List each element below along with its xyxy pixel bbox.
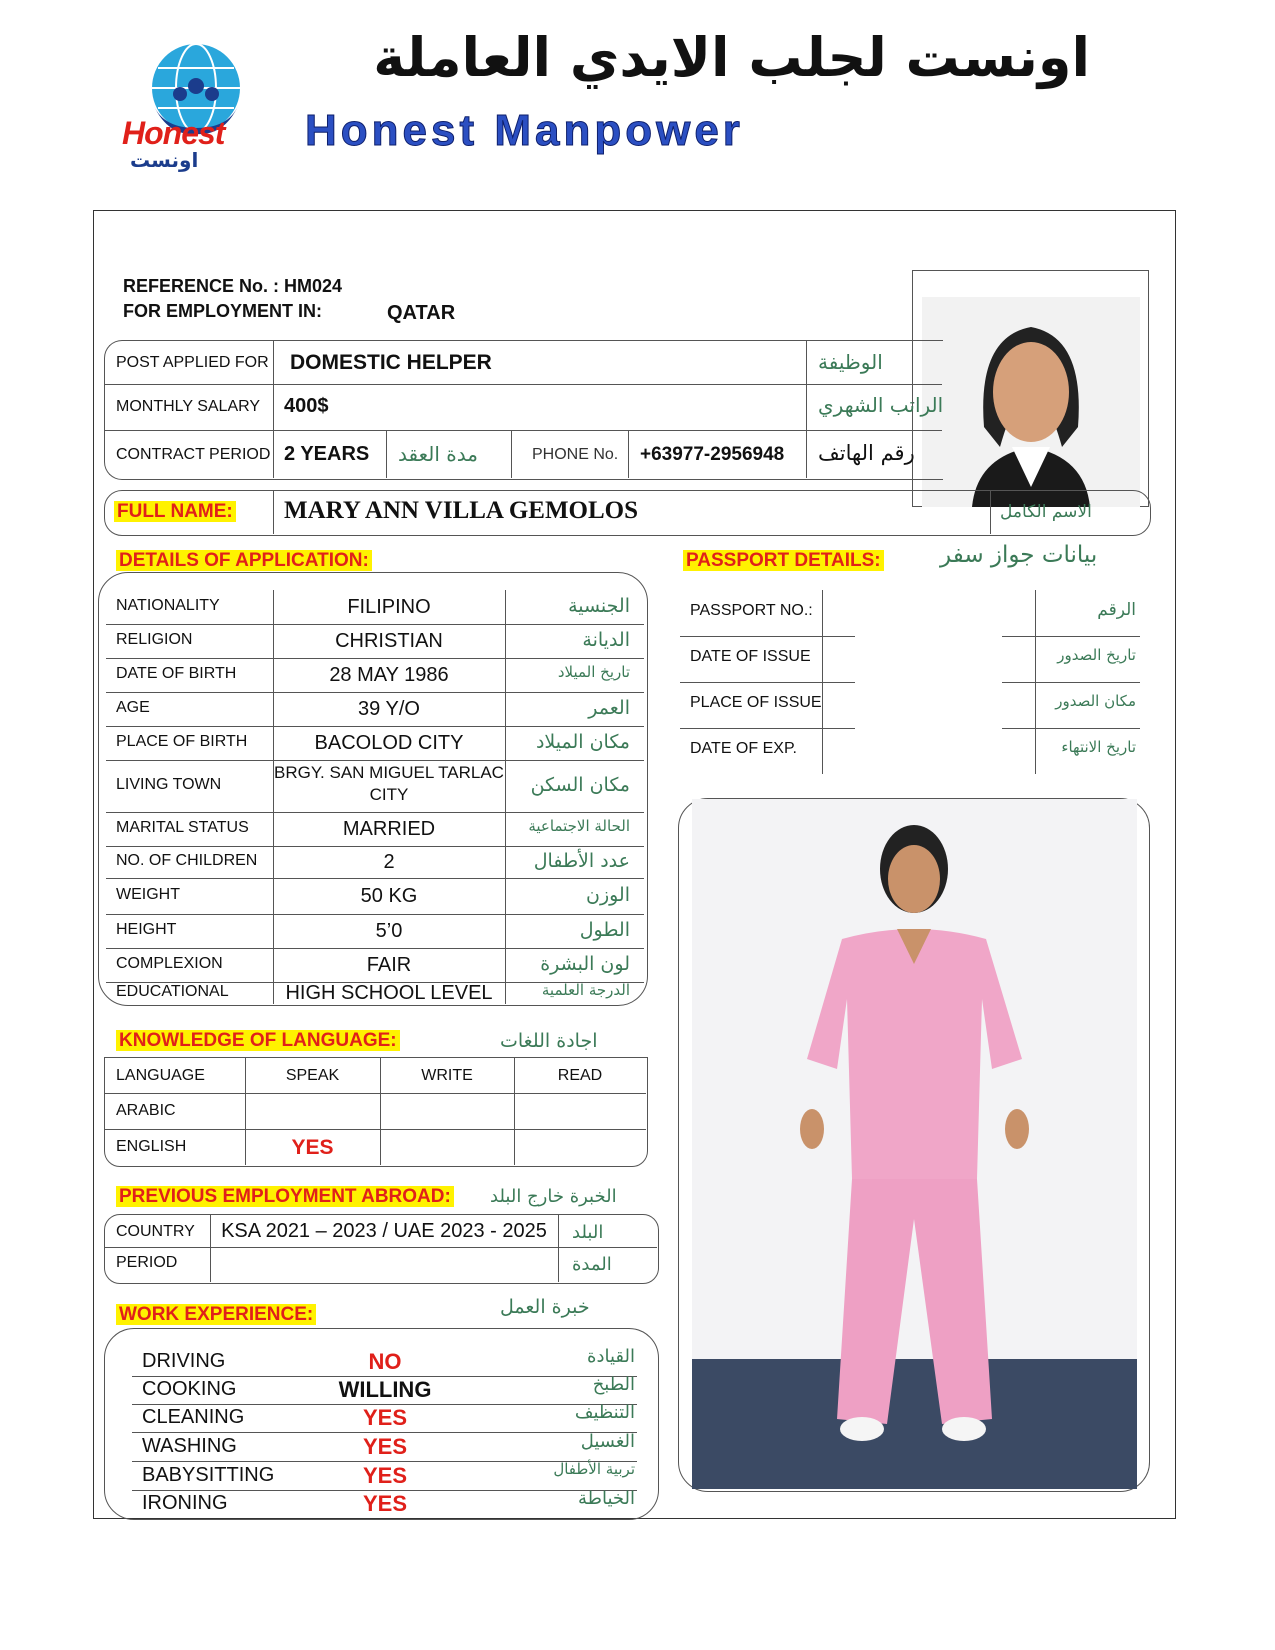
contract-arabic: مدة العقد bbox=[398, 442, 478, 466]
application-label: LIVING TOWN bbox=[116, 776, 222, 793]
country-arabic: البلد bbox=[572, 1222, 604, 1243]
application-label: HEIGHT bbox=[116, 921, 177, 938]
application-label: NATIONALITY bbox=[116, 597, 220, 614]
passport-arabic: تاريخ الصدور bbox=[1057, 646, 1136, 664]
contract-label: CONTRACT PERIOD bbox=[116, 446, 271, 463]
application-value: 5’0 bbox=[375, 920, 403, 942]
work-arabic: تربية الأطفال bbox=[553, 1460, 635, 1478]
work-value: NO bbox=[368, 1349, 402, 1374]
application-arabic: مكان الميلاد bbox=[535, 731, 630, 753]
application-arabic: الطول bbox=[579, 919, 630, 941]
work-value: YES bbox=[362, 1434, 408, 1459]
passport-heading-arabic: بيانات جواز سفر bbox=[940, 542, 1098, 568]
application-value: FILIPINO bbox=[347, 596, 431, 618]
work-arabic: التنظيف bbox=[574, 1402, 635, 1423]
work-arabic: القيادة bbox=[587, 1346, 635, 1367]
application-value: CHRISTIAN bbox=[335, 630, 443, 652]
application-label: RELIGION bbox=[116, 631, 193, 648]
application-value: FAIR bbox=[366, 954, 412, 976]
work-arabic: الغسيل bbox=[580, 1431, 635, 1452]
application-label: DATE OF BIRTH bbox=[116, 665, 237, 682]
previous-heading: PREVIOUS EMPLOYMENT ABROAD: bbox=[116, 1186, 454, 1208]
work-label: CLEANING bbox=[142, 1406, 245, 1428]
application-label: EDUCATIONAL bbox=[116, 983, 229, 1000]
application-label: MARITAL STATUS bbox=[116, 819, 249, 836]
work-label: BABYSITTING bbox=[142, 1464, 275, 1486]
arabic-company-title: اونست لجلب الايدي العاملة bbox=[373, 26, 1090, 89]
logo-text: Honest bbox=[122, 115, 225, 151]
language-heading-arabic: اجادة اللغات bbox=[500, 1030, 598, 1052]
work-arabic: الخياطة bbox=[578, 1488, 635, 1509]
passport-arabic: مكان الصدور bbox=[1055, 692, 1136, 710]
speak-col-header: SPEAK bbox=[285, 1067, 340, 1084]
application-arabic: الحالة الاجتماعية bbox=[528, 817, 630, 835]
application-value: 50 KG bbox=[360, 885, 418, 907]
application-arabic: الوزن bbox=[585, 884, 630, 906]
passport-label: DATE OF EXP. bbox=[690, 740, 797, 757]
application-value: BACOLOD CITY bbox=[314, 732, 464, 754]
period-label: PERIOD bbox=[116, 1254, 178, 1271]
post-value: DOMESTIC HELPER bbox=[290, 351, 492, 374]
logo-text-arabic: اونست bbox=[130, 148, 199, 172]
previous-heading-arabic: الخبرة خارج البلد bbox=[490, 1186, 617, 1207]
application-arabic: العمر bbox=[588, 697, 630, 719]
work-label: COOKING bbox=[142, 1378, 237, 1400]
passport-arabic: الرقم bbox=[1097, 600, 1136, 620]
work-heading: WORK EXPERIENCE: bbox=[116, 1304, 316, 1326]
portrait-photo bbox=[922, 297, 1140, 507]
work-arabic: الطبخ bbox=[592, 1374, 635, 1395]
phone-value: +63977-2956948 bbox=[640, 444, 785, 465]
application-value: 28 MAY 1986 bbox=[329, 664, 449, 686]
phone-arabic: رقم الهاتف bbox=[818, 441, 915, 465]
application-arabic: لون البشرة bbox=[540, 953, 630, 975]
work-value: YES bbox=[362, 1463, 408, 1488]
application-value: 2 bbox=[383, 851, 395, 873]
application-label: AGE bbox=[116, 699, 150, 716]
language-arabic-row: ARABIC bbox=[116, 1102, 176, 1119]
period-arabic: المدة bbox=[572, 1254, 612, 1275]
application-arabic: مكان السكن bbox=[530, 774, 630, 796]
full-body-photo bbox=[692, 799, 1137, 1489]
full-name-label: FULL NAME: bbox=[114, 501, 236, 523]
employment-country: QATAR bbox=[387, 302, 456, 324]
passport-label: DATE OF ISSUE bbox=[690, 648, 811, 665]
reference-label: REFERENCE No. : bbox=[123, 276, 280, 296]
country-value: KSA 2021 – 2023 / UAE 2023 - 2025 bbox=[221, 1220, 547, 1242]
read-col-header: READ bbox=[557, 1067, 603, 1084]
reference-value: HM024 bbox=[284, 276, 343, 296]
application-label: NO. OF CHILDREN bbox=[116, 852, 258, 869]
language-english-row: ENGLISH bbox=[116, 1138, 187, 1155]
write-col-header: WRITE bbox=[421, 1067, 473, 1084]
full-name-value: MARY ANN VILLA GEMOLOS bbox=[284, 497, 639, 524]
english-speak: YES bbox=[291, 1136, 334, 1159]
reference-line bbox=[123, 276, 342, 297]
application-value: HIGH SCHOOL LEVEL bbox=[285, 982, 493, 1004]
english-company-title: Honest Manpower bbox=[305, 106, 744, 155]
application-label: COMPLEXION bbox=[116, 955, 223, 972]
passport-label: PASSPORT NO.: bbox=[690, 602, 813, 619]
work-label: DRIVING bbox=[142, 1350, 226, 1372]
salary-label: MONTHLY SALARY bbox=[116, 398, 261, 415]
salary-value: 400$ bbox=[284, 395, 329, 417]
work-heading-arabic: خبرة العمل bbox=[500, 1296, 590, 1318]
application-label: PLACE OF BIRTH bbox=[116, 733, 248, 750]
application-arabic: الديانة bbox=[582, 629, 630, 651]
country-label: COUNTRY bbox=[116, 1223, 195, 1240]
passport-label: PLACE OF ISSUE bbox=[690, 694, 822, 711]
work-label: WASHING bbox=[142, 1435, 237, 1457]
post-arabic: الوظيفة bbox=[818, 350, 883, 374]
full-name-arabic: الاسم الكامل bbox=[1000, 502, 1092, 522]
application-value: BRGY. SAN MIGUEL TARLAC CITY bbox=[274, 763, 504, 804]
phone-label: PHONE No. bbox=[532, 446, 619, 463]
application-heading: DETAILS OF APPLICATION: bbox=[116, 550, 372, 572]
work-label: IRONING bbox=[142, 1492, 228, 1514]
application-value: 39 Y/O bbox=[358, 698, 420, 720]
application-arabic: الدرجة العلمية bbox=[541, 981, 630, 999]
work-value: YES bbox=[362, 1491, 408, 1516]
employment-label: FOR EMPLOYMENT IN: bbox=[123, 301, 322, 321]
language-col-header: LANGUAGE bbox=[116, 1067, 205, 1084]
application-value: MARRIED bbox=[342, 818, 436, 840]
application-arabic: تاريخ الميلاد bbox=[557, 663, 630, 681]
language-heading: KNOWLEDGE OF LANGUAGE: bbox=[116, 1030, 400, 1052]
application-arabic: الجنسية bbox=[568, 595, 630, 617]
passport-heading: PASSPORT DETAILS: bbox=[683, 550, 884, 572]
application-arabic: عدد الأطفال bbox=[533, 850, 630, 872]
work-value: YES bbox=[362, 1405, 408, 1430]
post-label: POST APPLIED FOR bbox=[116, 354, 269, 371]
work-value: WILLING bbox=[338, 1377, 432, 1402]
salary-arabic: الراتب الشهري bbox=[818, 393, 944, 417]
passport-arabic: تاريخ الانتهاء bbox=[1061, 738, 1136, 756]
contract-value: 2 YEARS bbox=[284, 443, 370, 465]
application-label: WEIGHT bbox=[116, 886, 180, 903]
